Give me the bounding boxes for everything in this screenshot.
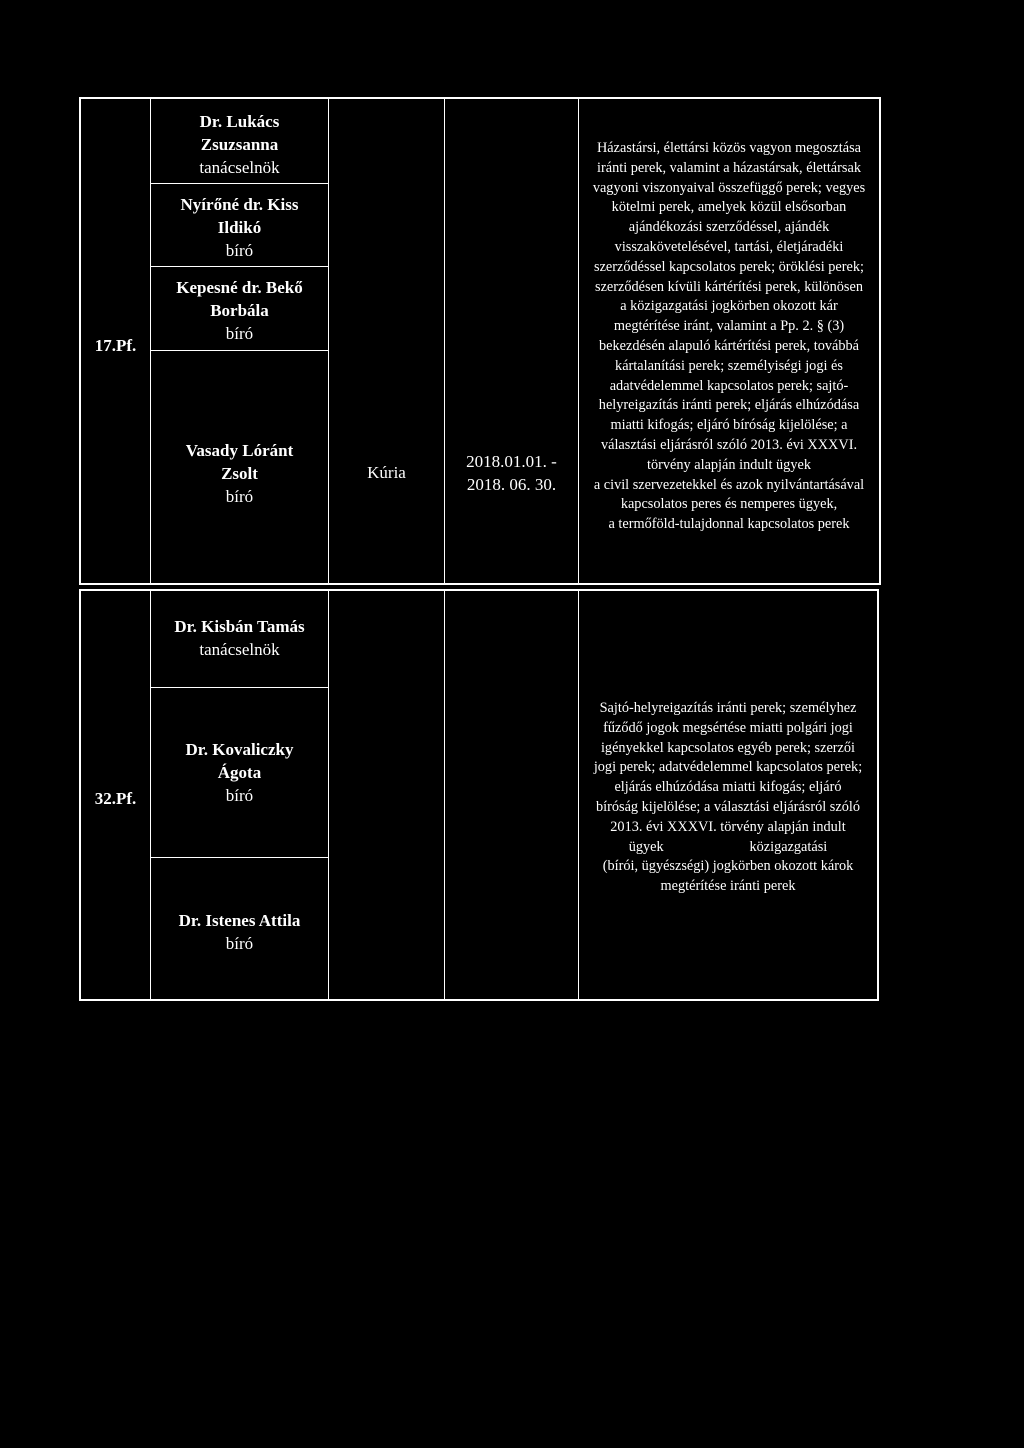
member-cell <box>151 110 328 179</box>
member-role: bíró <box>225 241 254 260</box>
description-line: a termőföld-tulajdonnal kapcsolatos perek <box>608 516 850 533</box>
member-cell <box>151 439 328 508</box>
member-role: bíró <box>225 786 254 805</box>
table-border <box>79 583 881 585</box>
description-line: a civil szervezetekkel és azok nyilvántartásával <box>593 476 865 493</box>
member-role: bíró <box>225 934 254 953</box>
member-name: Dr. Lukács <box>199 112 280 131</box>
member-name: Dr. Kisbán Tamás <box>174 617 305 636</box>
row-divider <box>151 350 328 351</box>
description-line: helyreigazítás iránti perek; eljárás elhúzódása <box>598 397 860 414</box>
description-line: adatvédelemmel kapcsolatos perek; sajtó- <box>609 377 849 394</box>
court-name: Kúria <box>367 463 406 482</box>
description-line: 2013. évi XXXVI. törvény alapján indult <box>610 818 846 835</box>
description-line: vagyoni viszonyaival összefüggő perek; vegyes <box>592 179 866 196</box>
description-line: kapcsolatos peres és nemperes ügyek, <box>620 496 838 513</box>
description-line: ügyek közigazgatási <box>628 838 828 855</box>
column-divider <box>444 591 445 999</box>
member-name: Kepesné dr. Bekő <box>176 278 303 297</box>
period-end: 2018. 06. 30. <box>466 475 557 494</box>
description-line: megtérítése iránti perek <box>660 878 796 895</box>
period-start: 2018.01.01. - <box>466 452 557 471</box>
member-name: Zsolt <box>221 464 258 483</box>
case-id: 32.Pf. <box>94 789 137 808</box>
row-divider <box>151 857 328 858</box>
description-line: visszakövetelésével, tartási, életjáradéki <box>614 238 844 255</box>
member-name: Vasady Lóránt <box>185 441 294 460</box>
table-border <box>877 589 879 1001</box>
member-role: tanácselnök <box>199 640 280 659</box>
member-role: bíró <box>225 324 254 343</box>
table-border <box>79 999 879 1001</box>
table-border <box>79 97 881 99</box>
description-line: eljárás elhúzódása miatti kifogás; eljáró <box>614 779 842 796</box>
description-line: miatti kifogás; eljáró bíróság kijelölése; a <box>610 417 848 434</box>
case-description <box>579 139 879 535</box>
description-line: választási eljárásról szóló 2013. évi XXXVI. <box>600 436 858 453</box>
row-divider <box>151 183 328 184</box>
member-cell <box>151 738 328 807</box>
description-line: igényekkel kapcsolatos egyéb perek; szerzői <box>600 739 856 756</box>
member-cell <box>151 193 328 262</box>
member-name: Dr. Kovaliczky <box>185 740 294 759</box>
description-line: Házastársi, élettársi közös vagyon megosztása <box>596 140 861 156</box>
member-name: Dr. Istenes Attila <box>178 911 301 930</box>
description-line: bekezdésén alapuló kártérítési perek, továbbá <box>598 337 859 354</box>
validity-period <box>445 450 578 496</box>
description-line: szerződéssel kapcsolatos perek; öröklési perek; <box>594 258 864 275</box>
member-name: Borbála <box>210 301 269 320</box>
description-line: a közigazgatási jogkörben okozott kár <box>620 298 838 315</box>
case-id: 17.Pf. <box>94 336 137 355</box>
description-line: jogi perek; adatvédelemmel kapcsolatos perek; <box>593 759 863 776</box>
row-divider <box>151 687 328 688</box>
description-line: bíróság kijelölése; a választási eljárásról szóló <box>595 798 860 815</box>
column-divider <box>328 591 329 999</box>
member-cell <box>151 909 328 955</box>
description-line: törvény alapján indult ügyek <box>647 456 811 473</box>
member-name: Zsuzsanna <box>200 135 279 154</box>
column-divider <box>328 99 329 583</box>
member-cell <box>151 615 328 661</box>
description-line: fűződő jogok megsértése miatti polgári jogi <box>603 719 853 736</box>
description-line: iránti perek, valamint a házastársak, élettársak <box>597 159 861 176</box>
table-border <box>879 97 881 585</box>
member-name: Ildikó <box>217 218 262 237</box>
description-line: kártalanítási perek; személyiségi jogi és <box>615 357 843 374</box>
member-name: Ágota <box>217 763 262 782</box>
description-line: Sajtó-helyreigazítás iránti perek; személyhez <box>599 700 857 716</box>
description-line: ajándékozási szerződéssel, ajándék <box>628 219 830 236</box>
member-cell <box>151 276 328 345</box>
member-name: Nyírőné dr. Kiss <box>180 195 299 214</box>
description-line: szerződésen kívüli kártérítési perek, különösen <box>595 278 863 295</box>
description-line: megtérítése iránt, valamint a Pp. 2. § (3) <box>613 318 845 335</box>
member-role: bíró <box>225 487 254 506</box>
member-role: tanácselnök <box>199 158 280 177</box>
description-line: (bírói, ügyészségi) jogkörben okozott károk <box>602 858 854 875</box>
column-divider <box>444 99 445 583</box>
row-divider <box>151 266 328 267</box>
description-line: kötelmi perek, amelyek közül elsősorban <box>611 199 847 216</box>
table-border <box>79 589 879 591</box>
case-description <box>579 699 877 897</box>
